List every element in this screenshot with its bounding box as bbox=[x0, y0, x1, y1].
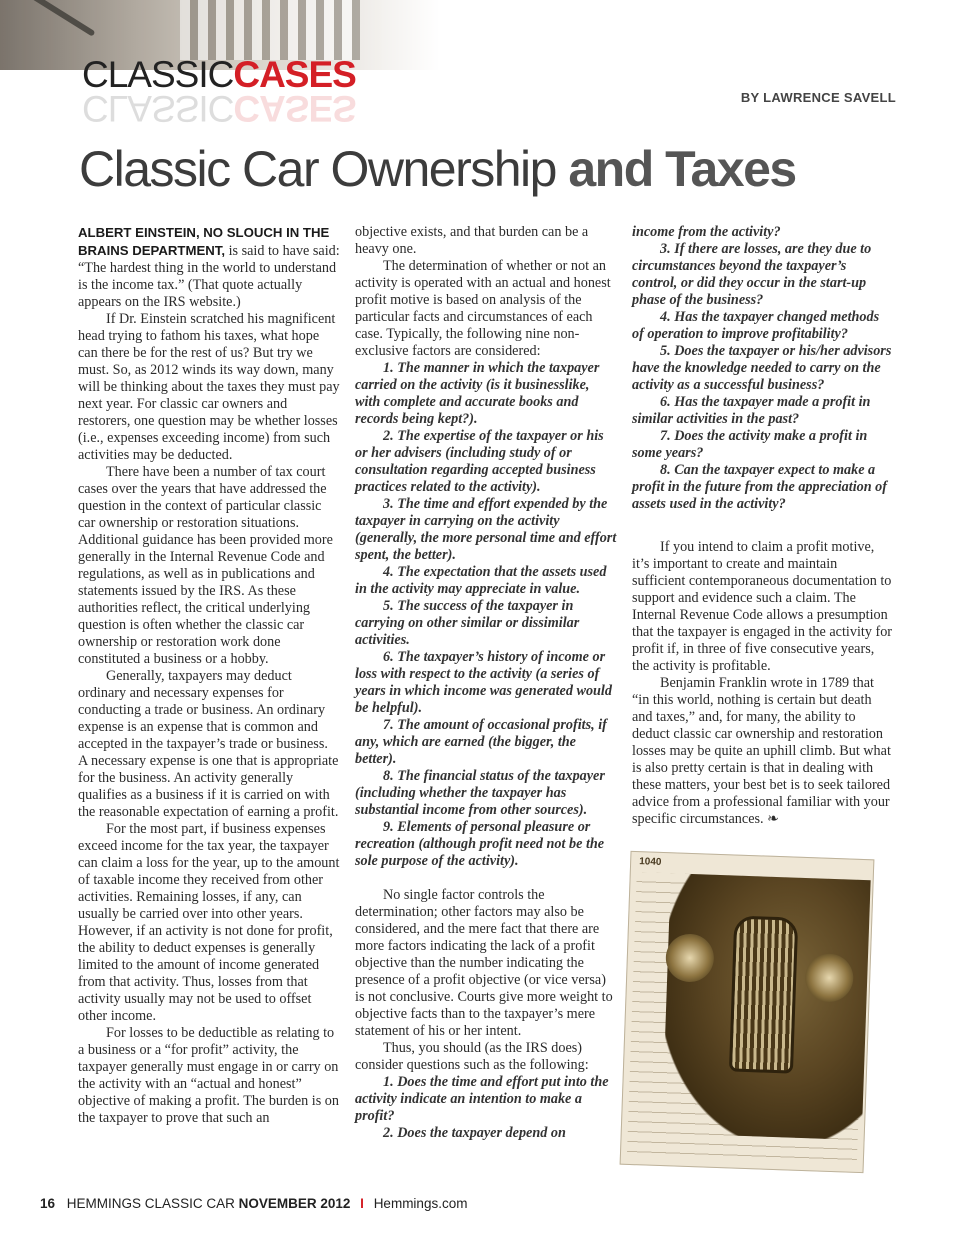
paragraph: There have been a number of tax court cases over the years that have addressed the question in the context of particular classic car ownership or restoration situations. Additional guidance has been provided more generally in the Internal Revenue Code and regulations, as well as in publications and statements issued by the IRS. As these authorities reflect, the critical underlying question is often whether the classic car ownership or restoration work done constituted a business or a hobby. bbox=[78, 464, 333, 667]
title-bold: and Taxes bbox=[568, 141, 796, 197]
paragraph: For the most part, if business expenses exceed income for the tax year, the taxpayer can claim a loss for the year, up to the amount of taxable income they received from other activities. Remaining losses, if any, can usually be carried over into other years. However, if an activity is not done for profit, the ability to deduct expenses is generally limited to the amount of income generated from that activity. Thus, losses from that activity usually may not be used to offset other income. bbox=[78, 821, 340, 1024]
paragraph: No single factor controls the determination; other factors may also be considered, and the mere fact that there are more factors indicating the lack of a profit objective than the number indicating the presence of a profit objective (or vice versa) is not conclusive. Courts give more weight to objective facts than to the taxpayer’s mere statement of his or her intent. bbox=[355, 887, 613, 1039]
magazine-name: HEMMINGS CLASSIC CAR bbox=[66, 1196, 235, 1211]
question-item: 4. Has the taxpayer changed methods of operation to improve profitability? bbox=[632, 309, 880, 342]
column-2 bbox=[355, 224, 617, 1142]
byline: BY LAWRENCE SAVELL bbox=[740, 90, 896, 105]
question-item: 6. Has the taxpayer made a profit in similar activities in the past? bbox=[632, 394, 871, 427]
courthouse-columns-image bbox=[180, 0, 360, 60]
section-logo bbox=[82, 54, 382, 129]
factor-item: 1. The manner in which the taxpayer carried on the activity (is it businesslike, with complete and accurate books and records being kept?). bbox=[355, 360, 600, 427]
factor-item: 2. The expertise of the taxpayer or his or her advisers (including study of or consultation regarding accepted business practices related to the activity). bbox=[355, 428, 604, 495]
factor-item: 7. The amount of occasional profits, if any, which are earned (the bigger, the better). bbox=[355, 717, 607, 767]
factor-item: 5. The success of the taxpayer in carrying on other similar or dissimilar activities. bbox=[355, 598, 580, 648]
logo-cases: CASES bbox=[233, 54, 356, 95]
intro-text: is said to have said: “The hardest thing in the world to understand is the income tax.” (That quote actually appears on the IRS website.) bbox=[78, 243, 340, 310]
pen-icon bbox=[24, 0, 95, 37]
closing-text: Benjamin Franklin wrote in 1789 that “in this world, nothing is certain but death and taxes,” and, for many, the ability to deduct classic car ownership and restoration losses may be quite an uphill climb. But what is also pretty certain is that in dealing with these matters, your best bet is to seek tailored advice from a professional familiar with your specific circumstances. bbox=[632, 675, 891, 827]
factor-item: 4. The expectation that the assets used in the activity may appreciate in value. bbox=[355, 564, 607, 597]
page-number: 16 bbox=[40, 1196, 56, 1211]
column-1 bbox=[78, 224, 340, 1127]
footer-separator: I bbox=[360, 1196, 364, 1211]
question-item: 3. If there are losses, are they due to circumstances beyond the taxpayer’s control, or did they occur in the start-up phase of the business? bbox=[632, 241, 872, 308]
issue-date: NOVEMBER 2012 bbox=[238, 1196, 351, 1211]
form-label: 1040 bbox=[638, 856, 662, 868]
paragraph: Generally, taxpayers may deduct ordinary and necessary expenses for conducting a trade or business. An ordinary expense is an expense that is common and accepted in the taxpayer’s trade or business. A necessary expense is one that is appropriate for the business. An activity generally qualifies as a business if it is carried on with the reasonable expectation of earning a profit. bbox=[78, 668, 339, 820]
car-grille bbox=[729, 916, 798, 1074]
paragraph: objective exists, and that burden can be a heavy one. bbox=[355, 224, 589, 257]
end-mark-icon: ❧ bbox=[763, 811, 780, 827]
question-item: 5. Does the taxpayer or his/her advisors have the knowledge needed to carry on the activity as a successful business? bbox=[632, 343, 892, 393]
question-item: 7. Does the activity make a profit in some years? bbox=[632, 428, 868, 461]
paragraph: Thus, you should (as the IRS does) consider questions such as the following: bbox=[355, 1040, 589, 1073]
paragraph: For losses to be deductible as relating to a business or a “for profit” activity, the taxpayer generally must engage in or carry on the activity with an “actual and honest” objective of making a profit. The burden is on the taxpayer to prove that such an bbox=[78, 1025, 339, 1126]
article-title bbox=[79, 140, 796, 198]
column-3 bbox=[632, 224, 894, 828]
factor-item: 9. Elements of personal pleasure or recreation (although profit need not be the sole purpose of the activity). bbox=[355, 819, 605, 869]
closing-paragraph bbox=[632, 675, 894, 828]
question-item: 1. Does the time and effort put into the activity indicate an intention to make a profit? bbox=[355, 1074, 609, 1124]
logo-reflection-classic: CLASSIC bbox=[82, 88, 234, 129]
question-item: income from the activity? bbox=[632, 224, 781, 240]
question-item: 8. Can the taxpayer expect to make a profit in the future from the appreciation of assets used in the activity? bbox=[632, 462, 887, 512]
factor-item: 6. The taxpayer’s history of income or loss with respect to the activity (a series of years in which income was generated would be helpful). bbox=[355, 649, 612, 716]
tax-form-car-photo bbox=[620, 851, 875, 1173]
paragraph: The determination of whether or not an activity is operated with an actual and honest profit motive is based on analysis of the particular facts and circumstances of each case. Typically, the following nine non-exclusive factors are considered: bbox=[355, 258, 611, 359]
paragraph: If you intend to claim a profit motive, it’s important to create and maintain sufficient contemporaneous documentation to support and evidence such a claim. The Internal Revenue Code allows a presumption that the taxpayer is engaged in the activity for profit if, in three of five consecutive years, the activity is profitable. bbox=[632, 539, 893, 674]
logo-classic: CLASSIC bbox=[82, 54, 234, 95]
logo-reflection bbox=[82, 90, 356, 127]
factor-item: 8. The financial status of the taxpayer (including whether the taxpayer has substantial income from other sources). bbox=[355, 768, 605, 818]
intro-paragraph bbox=[78, 224, 340, 311]
question-item: 2. Does the taxpayer depend on bbox=[383, 1125, 566, 1141]
page-footer bbox=[40, 1196, 467, 1211]
website-link[interactable]: Hemmings.com bbox=[373, 1196, 468, 1211]
lead-in: ALBERT EINSTEIN, NO SLOUCH IN THE BRAINS DEPARTMENT, bbox=[78, 225, 330, 258]
paragraph: If Dr. Einstein scratched his magnificent head trying to fathom his taxes, what hope can there be for the rest of us? But try we must. So, as 2012 winds its way down, many will be thinking about the taxes they must pay next year. For classic car owners and restorers, one question may be whether losses (i.e., expenses exceeding income) from such activities may be deducted. bbox=[78, 311, 340, 463]
logo-reflection-cases: CASES bbox=[233, 88, 356, 129]
factor-item: 3. The time and effort expended by the taxpayer in carrying on the activity (generally, the more personal time and effort spent, the better). bbox=[355, 496, 617, 563]
title-light: Classic Car Ownership bbox=[79, 141, 569, 197]
